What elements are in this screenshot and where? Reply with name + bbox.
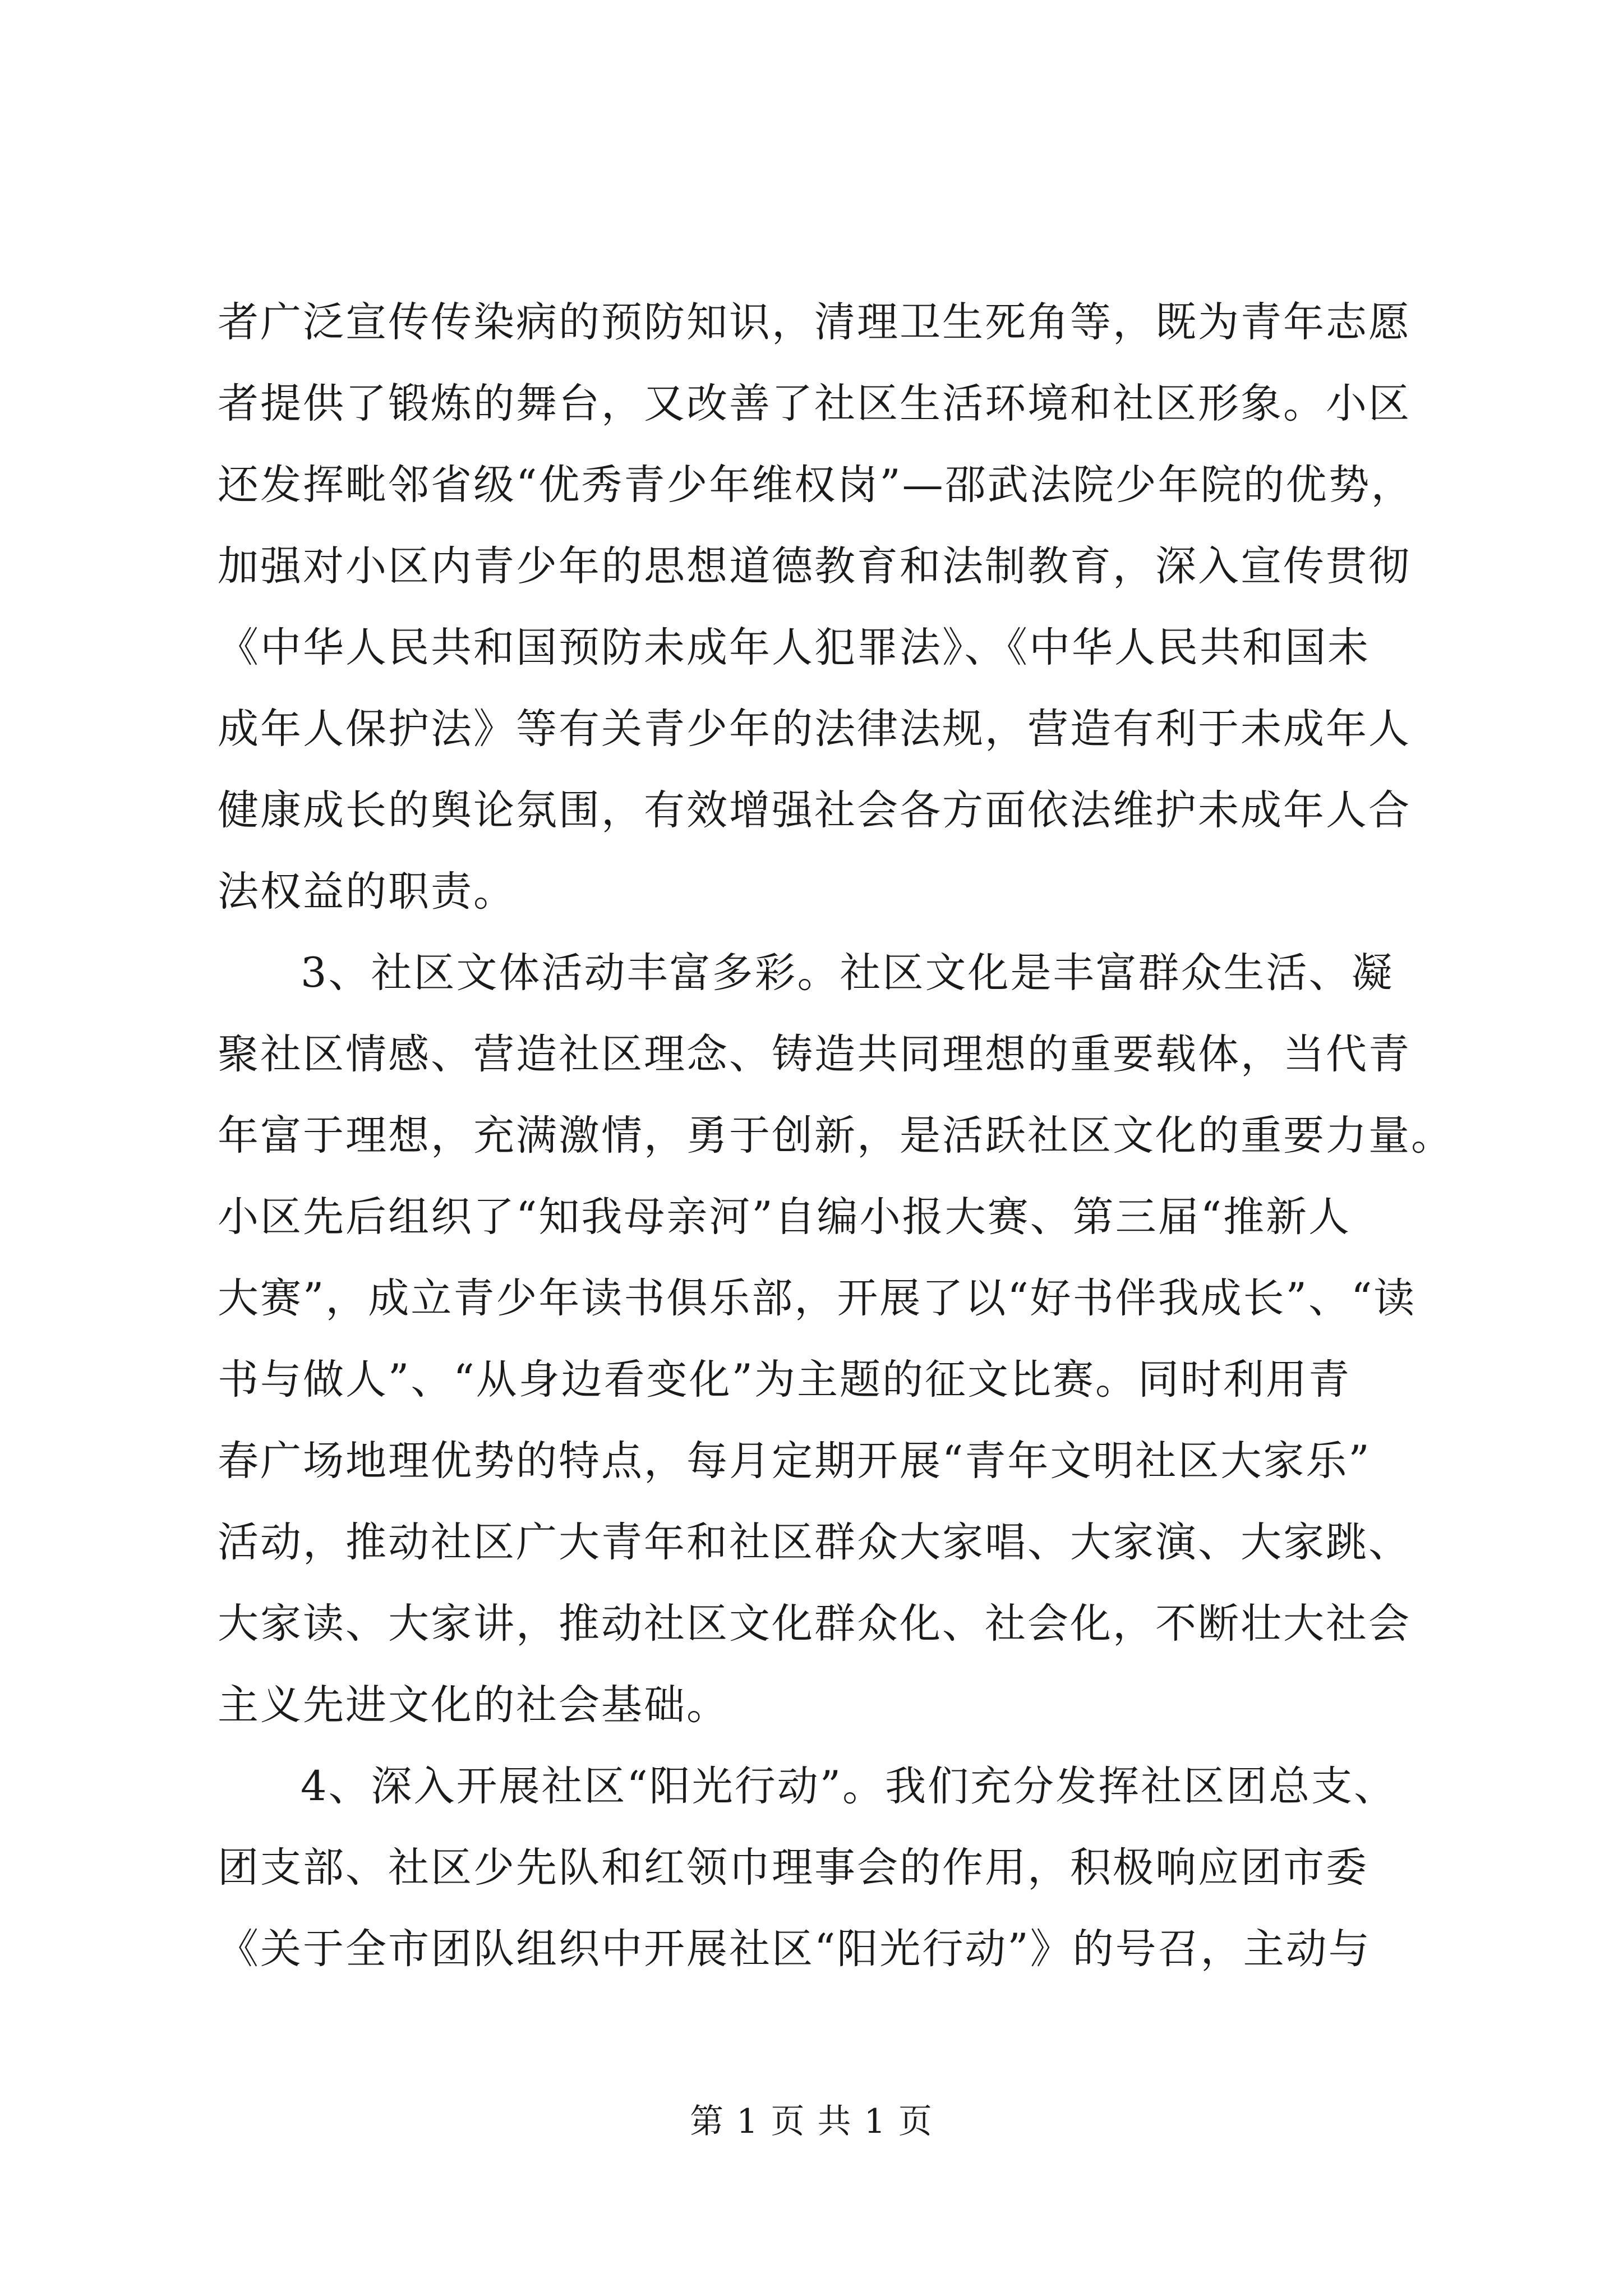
text-line: 小区先后组织了“知我母亲河”自编小报大赛、第三届“推新人 [218, 1193, 1351, 1241]
text-line: 健康成长的舆论氛围，有效增强社会各方面依法维护未成年人合 [218, 786, 1411, 834]
text-line: 成年人保护法》等有关青少年的法律法规，营造有利于未成年人 [218, 705, 1411, 753]
page-footer: 第 1 页 共 1 页 [690, 2102, 933, 2141]
text-line: 年富于理想，充满激情，勇于创新，是活跃社区文化的重要力量。 [218, 1112, 1454, 1159]
text-line: 主义先进文化的社会基础。 [218, 1681, 729, 1729]
text-line: 聚社区情感、营造社区理念、铸造共同理想的重要载体，当代青 [218, 1030, 1411, 1078]
text-line: 大家读、大家讲，推动社区文化群众化、社会化，不断壮大社会 [218, 1600, 1411, 1648]
text-line: 春广场地理优势的特点，每月定期开展“青年文明社区大家乐” [218, 1437, 1371, 1485]
text-line: 大赛”，成立青少年读书俱乐部，开展了以“好书伴我成长”、“读 [218, 1274, 1417, 1322]
text-line: 《中华人民共和国预防未成年人犯罪法》、《中华人民共和国未 [218, 624, 1370, 671]
text-line: 还发挥毗邻省级“优秀青少年维权岗”—邵武法院少年院的优势， [218, 461, 1414, 509]
text-line: 书与做人”、“从身边看变化”为主题的征文比赛。同时利用青 [218, 1356, 1351, 1404]
paragraph-first-line: 4、深入开展社区“阳光行动”。我们充分发挥社区团总支、 [301, 1763, 1397, 1810]
text-line: 者广泛宣传传染病的预防知识，清理卫生死角等，既为青年志愿 [218, 298, 1411, 346]
document-body [218, 282, 1454, 1990]
text-line: 法权益的职责。 [218, 868, 516, 915]
text-line: 者提供了锻炼的舞台，又改善了社区生活环境和社区形象。小区 [218, 380, 1411, 427]
text-line: 活动，推动社区广大青年和社区群众大家唱、大家演、大家跳、 [218, 1519, 1411, 1566]
text-line: 加强对小区内青少年的思想道德教育和法制教育，深入宣传贯彻 [218, 542, 1411, 590]
paragraph-first-line: 3、社区文体活动丰富多彩。社区文化是丰富群众生活、凝 [301, 949, 1394, 997]
text-line: 《关于全市团队组织中开展社区“阳光行动”》的号召，主动与 [218, 1925, 1371, 1973]
text-line: 团支部、社区少先队和红领巾理事会的作用，积极响应团市委 [218, 1844, 1368, 1892]
